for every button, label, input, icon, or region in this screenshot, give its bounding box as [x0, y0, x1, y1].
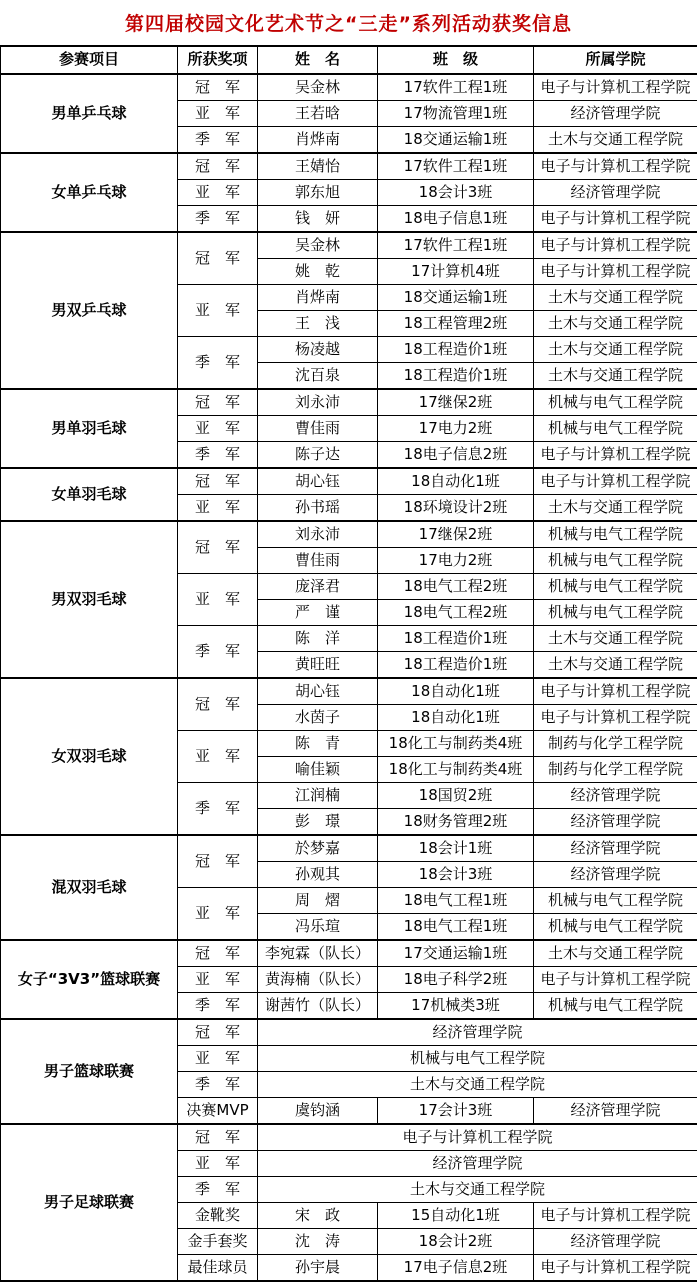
table-row [1, 153, 697, 180]
table-row [1, 389, 697, 416]
college-merged-cell: 土木与交通工程学院 [258, 1177, 697, 1203]
award-cell: 金靴奖 [178, 1203, 258, 1229]
college-cell: 机械与电气工程学院 [534, 888, 697, 914]
class-cell: 18工程造价1班 [378, 337, 534, 363]
header-class: 班 级 [378, 46, 534, 74]
name-cell: 陈 青 [258, 731, 378, 757]
name-cell: 沈 涛 [258, 1229, 378, 1255]
class-cell: 17电力2班 [378, 416, 534, 442]
name-cell: 胡心钰 [258, 678, 378, 705]
event-cell: 男双羽毛球 [1, 521, 178, 678]
event-cell: 男子篮球联赛 [1, 1019, 178, 1124]
table-row [1, 1124, 697, 1151]
award-cell: 亚 军 [178, 180, 258, 206]
award-cell: 亚 军 [178, 731, 258, 783]
event-cell: 男单羽毛球 [1, 389, 178, 468]
award-cell: 冠 军 [178, 389, 258, 416]
class-cell: 18环境设计2班 [378, 495, 534, 522]
college-cell: 土木与交通工程学院 [534, 652, 697, 679]
award-cell: 冠 军 [178, 74, 258, 101]
award-cell: 亚 军 [178, 101, 258, 127]
event-cell: 男单乒乓球 [1, 74, 178, 153]
class-cell: 18电气工程2班 [378, 600, 534, 626]
award-cell: 亚 军 [178, 495, 258, 522]
class-cell: 18电子信息1班 [378, 206, 534, 233]
name-cell: 郭东旭 [258, 180, 378, 206]
class-cell: 18自动化1班 [378, 468, 534, 495]
name-cell: 宋 政 [258, 1203, 378, 1229]
college-cell: 经济管理学院 [534, 180, 697, 206]
award-cell: 季 军 [178, 127, 258, 154]
college-cell: 经济管理学院 [534, 835, 697, 862]
award-cell: 冠 军 [178, 678, 258, 731]
award-cell: 亚 军 [178, 888, 258, 941]
table-header [1, 46, 697, 74]
name-cell: 杨凌越 [258, 337, 378, 363]
award-cell: 季 军 [178, 442, 258, 469]
college-cell: 机械与电气工程学院 [534, 389, 697, 416]
college-cell: 土木与交通工程学院 [534, 363, 697, 390]
table-row [1, 74, 697, 101]
name-cell: 虞钧涵 [258, 1098, 378, 1125]
class-cell: 17会计3班 [378, 1098, 534, 1125]
college-cell: 机械与电气工程学院 [534, 993, 697, 1020]
name-cell: 黄旺旺 [258, 652, 378, 679]
college-cell: 电子与计算机工程学院 [534, 442, 697, 469]
event-cell: 混双羽毛球 [1, 835, 178, 940]
college-cell: 电子与计算机工程学院 [534, 678, 697, 705]
name-cell: 孙观其 [258, 862, 378, 888]
table-row [1, 232, 697, 259]
class-cell: 17软件工程1班 [378, 74, 534, 101]
college-cell: 制药与化学工程学院 [534, 757, 697, 783]
award-cell: 亚 军 [178, 416, 258, 442]
name-cell: 周 熠 [258, 888, 378, 914]
college-cell: 经济管理学院 [534, 809, 697, 836]
name-cell: 胡心钰 [258, 468, 378, 495]
class-cell: 17电子信息2班 [378, 1255, 534, 1282]
award-cell: 冠 军 [178, 521, 258, 574]
name-cell: 水茵子 [258, 705, 378, 731]
college-cell: 经济管理学院 [534, 101, 697, 127]
table-row [1, 1019, 697, 1046]
award-cell: 冠 军 [178, 1019, 258, 1046]
college-cell: 土木与交通工程学院 [534, 495, 697, 522]
class-cell: 18自动化1班 [378, 705, 534, 731]
class-cell: 18财务管理2班 [378, 809, 534, 836]
name-cell: 王若晗 [258, 101, 378, 127]
class-cell: 17物流管理1班 [378, 101, 534, 127]
class-cell: 18电气工程1班 [378, 888, 534, 914]
name-cell: 孙书瑶 [258, 495, 378, 522]
college-cell: 机械与电气工程学院 [534, 521, 697, 548]
name-cell: 曹佳雨 [258, 416, 378, 442]
header-college: 所属学院 [534, 46, 697, 74]
class-cell: 17计算机4班 [378, 259, 534, 285]
name-cell: 吴金林 [258, 74, 378, 101]
college-cell: 制药与化学工程学院 [534, 731, 697, 757]
class-cell: 18工程造价1班 [378, 626, 534, 652]
event-cell: 女子“3V3”篮球联赛 [1, 940, 178, 1019]
name-cell: 彭 璟 [258, 809, 378, 836]
college-cell: 机械与电气工程学院 [534, 416, 697, 442]
name-cell: 冯乐瑄 [258, 914, 378, 941]
header-event: 参赛项目 [1, 46, 178, 74]
class-cell: 17继保2班 [378, 521, 534, 548]
college-cell: 土木与交通工程学院 [534, 285, 697, 311]
college-cell: 电子与计算机工程学院 [534, 967, 697, 993]
name-cell: 王 浅 [258, 311, 378, 337]
name-cell: 李宛霖（队长） [258, 940, 378, 967]
college-cell: 电子与计算机工程学院 [534, 259, 697, 285]
college-merged-cell: 经济管理学院 [258, 1151, 697, 1177]
college-cell: 土木与交通工程学院 [534, 626, 697, 652]
college-cell: 电子与计算机工程学院 [534, 74, 697, 101]
name-cell: 谢茜竹（队长） [258, 993, 378, 1020]
name-cell: 姚 乾 [258, 259, 378, 285]
award-cell: 季 军 [178, 206, 258, 233]
college-cell: 机械与电气工程学院 [534, 600, 697, 626]
college-cell: 电子与计算机工程学院 [534, 1255, 697, 1282]
college-cell: 电子与计算机工程学院 [534, 232, 697, 259]
name-cell: 於梦嘉 [258, 835, 378, 862]
name-cell: 吴金林 [258, 232, 378, 259]
header-name: 姓 名 [258, 46, 378, 74]
award-cell: 冠 军 [178, 940, 258, 967]
name-cell: 刘永沛 [258, 521, 378, 548]
name-cell: 钱 妍 [258, 206, 378, 233]
class-cell: 18国贸2班 [378, 783, 534, 809]
table-body [1, 74, 697, 1281]
class-cell: 18会计1班 [378, 835, 534, 862]
class-cell: 18自动化1班 [378, 678, 534, 705]
award-cell: 亚 军 [178, 285, 258, 337]
table-row [1, 678, 697, 705]
college-cell: 土木与交通工程学院 [534, 940, 697, 967]
class-cell: 17电力2班 [378, 548, 534, 574]
award-cell: 亚 军 [178, 1046, 258, 1072]
event-cell: 男双乒乓球 [1, 232, 178, 389]
class-cell: 18工程造价1班 [378, 363, 534, 390]
class-cell: 18电气工程2班 [378, 574, 534, 600]
college-cell: 土木与交通工程学院 [534, 337, 697, 363]
event-cell: 女双羽毛球 [1, 678, 178, 835]
class-cell: 18电气工程1班 [378, 914, 534, 941]
class-cell: 18电子科学2班 [378, 967, 534, 993]
name-cell: 曹佳雨 [258, 548, 378, 574]
table-row [1, 468, 697, 495]
college-cell: 经济管理学院 [534, 862, 697, 888]
name-cell: 庞泽君 [258, 574, 378, 600]
award-cell: 最佳球员 [178, 1255, 258, 1282]
name-cell: 刘永沛 [258, 389, 378, 416]
award-cell: 冠 军 [178, 835, 258, 888]
award-cell: 冠 军 [178, 153, 258, 180]
award-cell: 冠 军 [178, 232, 258, 285]
event-cell: 女单羽毛球 [1, 468, 178, 521]
class-cell: 18工程管理2班 [378, 311, 534, 337]
class-cell: 18会计2班 [378, 1229, 534, 1255]
award-cell: 金手套奖 [178, 1229, 258, 1255]
award-cell: 季 军 [178, 783, 258, 836]
name-cell: 沈百泉 [258, 363, 378, 390]
table-row [1, 835, 697, 862]
college-cell: 电子与计算机工程学院 [534, 153, 697, 180]
class-cell: 17继保2班 [378, 389, 534, 416]
name-cell: 黄海楠（队长） [258, 967, 378, 993]
college-cell: 电子与计算机工程学院 [534, 1203, 697, 1229]
class-cell: 18工程造价1班 [378, 652, 534, 679]
award-cell: 季 军 [178, 1072, 258, 1098]
class-cell: 18化工与制药类4班 [378, 757, 534, 783]
table-row [1, 940, 697, 967]
class-cell: 18电子信息2班 [378, 442, 534, 469]
name-cell: 肖烨南 [258, 127, 378, 154]
award-cell: 季 军 [178, 337, 258, 390]
award-cell: 亚 军 [178, 1151, 258, 1177]
award-cell: 亚 军 [178, 967, 258, 993]
award-cell: 决赛MVP [178, 1098, 258, 1125]
college-merged-cell: 机械与电气工程学院 [258, 1046, 697, 1072]
name-cell: 王婧怡 [258, 153, 378, 180]
college-cell: 电子与计算机工程学院 [534, 206, 697, 233]
award-cell: 季 军 [178, 993, 258, 1020]
class-cell: 17机械类3班 [378, 993, 534, 1020]
event-cell: 男子足球联赛 [1, 1124, 178, 1281]
college-cell: 经济管理学院 [534, 1098, 697, 1125]
header-award: 所获奖项 [178, 46, 258, 74]
college-merged-cell: 经济管理学院 [258, 1019, 697, 1046]
name-cell: 肖烨南 [258, 285, 378, 311]
class-cell: 18交通运输1班 [378, 127, 534, 154]
college-merged-cell: 电子与计算机工程学院 [258, 1124, 697, 1151]
college-cell: 机械与电气工程学院 [534, 574, 697, 600]
college-cell: 机械与电气工程学院 [534, 548, 697, 574]
name-cell: 江润楠 [258, 783, 378, 809]
college-cell: 机械与电气工程学院 [534, 914, 697, 941]
college-cell: 土木与交通工程学院 [534, 311, 697, 337]
class-cell: 15自动化1班 [378, 1203, 534, 1229]
award-cell: 亚 军 [178, 574, 258, 626]
awards-table [0, 45, 697, 1282]
college-cell: 电子与计算机工程学院 [534, 705, 697, 731]
name-cell: 陈 洋 [258, 626, 378, 652]
class-cell: 18交通运输1班 [378, 285, 534, 311]
college-cell: 经济管理学院 [534, 783, 697, 809]
header-row [1, 46, 697, 74]
name-cell: 陈子达 [258, 442, 378, 469]
award-cell: 冠 军 [178, 468, 258, 495]
award-cell: 季 军 [178, 1177, 258, 1203]
name-cell: 喻佳颖 [258, 757, 378, 783]
event-cell: 女单乒乓球 [1, 153, 178, 232]
table-row [1, 521, 697, 548]
college-cell: 土木与交通工程学院 [534, 127, 697, 154]
class-cell: 18会计3班 [378, 862, 534, 888]
college-merged-cell: 土木与交通工程学院 [258, 1072, 697, 1098]
college-cell: 电子与计算机工程学院 [534, 468, 697, 495]
award-cell: 季 军 [178, 626, 258, 679]
page-title: 第四届校园文化艺术节之“三走”系列活动获奖信息 [0, 0, 697, 45]
class-cell: 17软件工程1班 [378, 153, 534, 180]
award-cell: 冠 军 [178, 1124, 258, 1151]
name-cell: 孙宇晨 [258, 1255, 378, 1282]
name-cell: 严 谨 [258, 600, 378, 626]
class-cell: 17软件工程1班 [378, 232, 534, 259]
class-cell: 18化工与制药类4班 [378, 731, 534, 757]
class-cell: 18会计3班 [378, 180, 534, 206]
college-cell: 经济管理学院 [534, 1229, 697, 1255]
class-cell: 17交通运输1班 [378, 940, 534, 967]
